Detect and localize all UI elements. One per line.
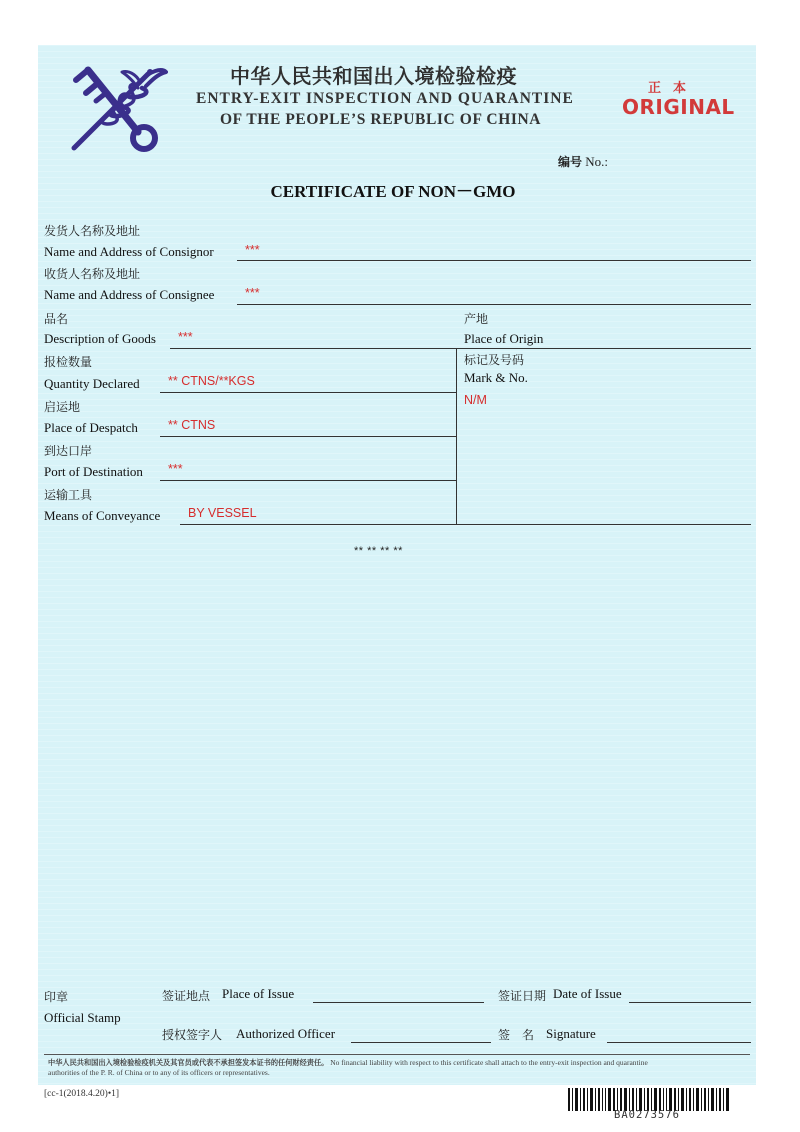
mark-label-en: Mark & No.	[464, 370, 528, 385]
stamp-label-cn: 印章	[44, 990, 69, 1004]
consignor-value: ***	[245, 243, 260, 257]
form-code: [cc-1(2018.4.20)•1]	[44, 1089, 120, 1099]
despatch-label-en: Place of Despatch	[44, 420, 138, 435]
disclaimer-en-2: authorities of the P. R.	[48, 1068, 115, 1077]
goods-value: ***	[178, 330, 193, 344]
cert-no-label-en: No.:	[585, 154, 609, 169]
conveyance-value: BY VESSEL	[188, 506, 257, 520]
goods-origin-underline	[170, 348, 751, 349]
date-issue-line	[629, 1002, 751, 1003]
certificate-title: CERTIFICATE OF NON－GMO	[270, 182, 516, 201]
destination-label-cn: 到达口岸	[44, 444, 93, 458]
officer-line	[351, 1042, 491, 1043]
header-title-cn: 中华人民共和国出入境检验检疫	[230, 64, 517, 88]
place-issue-line	[313, 1002, 484, 1003]
consignee-underline	[237, 304, 751, 305]
origin-label-en: Place of Origin	[464, 331, 544, 346]
despatch-label-cn: 启运地	[44, 400, 81, 414]
caduceus-key-emblem-icon	[66, 64, 168, 156]
goods-label-en: Description of Goods	[44, 331, 156, 346]
disclaimer-cn: 中华人民共和国出入境检验检疫机关及其官员或代表不承担签发本证书的任何财经责任。	[48, 1058, 329, 1067]
right-column-divider	[456, 348, 457, 524]
mark-label-cn: 标记及号码	[464, 353, 525, 367]
destination-label-en: Port of Destination	[44, 464, 143, 479]
destination-underline	[160, 480, 456, 481]
original-mark-en: ORIGINAL	[622, 95, 735, 119]
place-issue-label-en: Place of Issue	[222, 986, 295, 1001]
conveyance-label-en: Means of Conveyance	[44, 508, 161, 523]
officer-label-cn: 授权签字人	[162, 1028, 223, 1042]
barcode	[568, 1088, 730, 1111]
officer-label-en: Authorized Officer	[236, 1026, 336, 1041]
place-issue-label-cn: 签证地点	[162, 989, 211, 1003]
header-title-en-line2: OF THE PEOPLE’S REPUBLIC OF CHINA	[220, 111, 542, 128]
destination-value: ***	[168, 462, 183, 476]
goods-label-cn: 品名	[44, 312, 69, 326]
consignee-label-cn: 收货人名称及地址	[44, 267, 141, 281]
origin-label-cn: 产地	[464, 312, 489, 326]
despatch-underline	[160, 436, 456, 437]
quantity-underline	[160, 392, 456, 393]
conveyance-underline	[180, 524, 751, 525]
signature-label-cn: 签 名	[498, 1028, 535, 1042]
consignee-label-en: Name and Address of Consignee	[44, 287, 215, 302]
original-mark-cn: 正本	[648, 81, 699, 96]
certificate-body-text: ** ** ** **	[354, 545, 403, 557]
footer-separator	[44, 1054, 750, 1055]
cert-no-label-cn: 编号	[558, 155, 583, 169]
stamp-label-en: Official Stamp	[44, 1010, 121, 1025]
conveyance-label-cn: 运输工具	[44, 488, 93, 502]
quantity-label-en: Quantity Declared	[44, 376, 140, 391]
despatch-value: ** CTNS	[168, 418, 216, 432]
disclaimer-en-1: No financial liability with respect to this certificate shall attach to the entry-exit inspection and quarantine	[330, 1058, 648, 1067]
liability-disclaimer	[48, 1058, 752, 1078]
certificate-number	[558, 153, 608, 170]
date-issue-label-cn: 签证日期	[498, 989, 547, 1003]
consignor-label-en: Name and Address of Consignor	[44, 244, 214, 259]
quantity-label-cn: 报检数量	[44, 355, 93, 369]
consignor-underline	[237, 260, 751, 261]
serial-number: BA0273576	[614, 1109, 680, 1121]
disclaimer-en-3: of China or to any of its officers or representatives.	[116, 1068, 270, 1077]
consignee-value: ***	[245, 286, 260, 300]
signature-label-en: Signature	[546, 1026, 596, 1041]
header-title-en-line1: ENTRY-EXIT INSPECTION AND QUARANTINE	[196, 90, 574, 107]
date-issue-label-en: Date of Issue	[553, 986, 622, 1001]
quantity-value: ** CTNS/**KGS	[168, 374, 255, 388]
consignor-label-cn: 发货人名称及地址	[44, 224, 141, 238]
signature-line	[607, 1042, 751, 1043]
mark-value: N/M	[464, 393, 487, 407]
